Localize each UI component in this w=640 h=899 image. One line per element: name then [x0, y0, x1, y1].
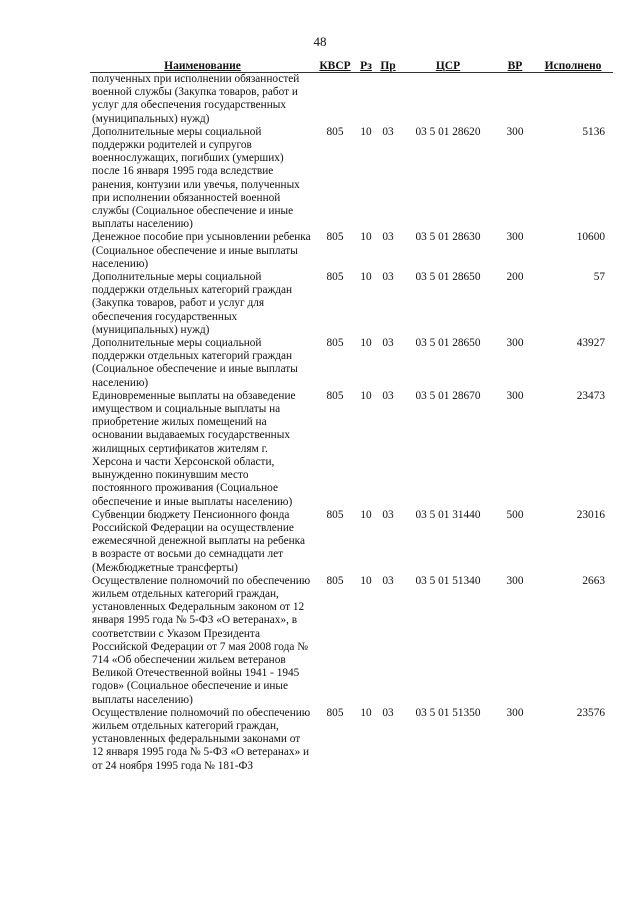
cell-vr: 300	[506, 231, 524, 244]
header-name: Наименование	[90, 60, 315, 73]
cell-vr: 300	[506, 706, 524, 719]
cell-pr: 03	[382, 574, 394, 587]
cell-vr: 300	[506, 389, 524, 402]
cell-name: Осуществление полномочий по обеспечению жильем отдельных категорий граждан, установленных федеральными законами от 12 января 1995 года № 5-ФЗ «О ветеранах» и от 24 ноября 1995 года № 181-ФЗ	[92, 706, 311, 772]
cell-name: Денежное пособие при усыновлении ребенка (Социальное обеспечение и иные выплаты населению)	[92, 231, 311, 270]
cell-name: Единовременные выплаты на обзаведение имуществом и социальные выплаты на приобретение жилых помещений на основании выдаваемых государственных жилищных сертификатов жителям г. Херсона и части Херсонской области, вынужденно покинувшим место постоянного проживания (Социальное обеспечение и иные выплаты населению)	[92, 389, 296, 508]
cell-vr: 300	[506, 337, 524, 350]
cell-amount: 23016	[576, 508, 605, 521]
cell-name: Субвенции бюджету Пенсионного фонда Российской Федерации на осуществление ежемесячной денежной выплаты на ребенка в возрасте от восьми до семнадцати лет (Межбюджетные трансферты)	[92, 508, 305, 574]
table-header-row	[90, 60, 613, 73]
cell-name: Дополнительные меры социальной поддержки родителей и супругов военнослужащих, погибших (умерших) после 16 января 1995 года вследствие ранения, контузии или увечья, полученных при исполнении обязанностей военной службы (Социальное обеспечение и иные выплаты населению)	[92, 125, 300, 231]
cell-kvsr: 805	[326, 706, 344, 719]
cell-kvsr: 805	[326, 389, 344, 402]
cell-amount: 10600	[576, 231, 605, 244]
header-vr: ВР	[497, 60, 533, 73]
cell-vr: 300	[506, 125, 524, 138]
cell-pr: 03	[382, 706, 394, 719]
cell-pr: 03	[382, 389, 394, 402]
cell-csr	[399, 73, 497, 126]
table-row	[90, 126, 613, 232]
cell-rz: 10	[360, 125, 372, 138]
cell-kvsr: 805	[326, 574, 344, 587]
cell-vr	[497, 73, 533, 126]
table-row	[90, 707, 613, 773]
cell-name: Осуществление полномочий по обеспечению жильем отдельных категорий граждан, установленных Федеральным законом от 12 января 1995 года № 5-ФЗ «О ветеранах», в соответствии с Указом Президента Российской Федерации от 7 мая 2008 года № 714 «Об обеспечении жильем ветеранов Великой Отечественной войны 1941 - 1945 годов» (Социальное обеспечение и иные выплаты населению)	[92, 574, 311, 706]
cell-pr: 03	[382, 125, 394, 138]
cell-amount: 57	[593, 271, 605, 284]
cell-csr: 03 5 01 28650	[415, 337, 481, 350]
cell-csr: 03 5 01 51340	[415, 574, 481, 587]
cell-rz: 10	[360, 231, 372, 244]
table-row	[90, 231, 613, 271]
cell-kvsr: 805	[326, 231, 344, 244]
cell-csr: 03 5 01 31440	[415, 508, 481, 521]
cell-kvsr: 805	[326, 337, 344, 350]
cell-csr: 03 5 01 28620	[415, 125, 481, 138]
cell-pr: 03	[382, 231, 394, 244]
cell-csr: 03 5 01 28670	[415, 389, 481, 402]
cell-rz: 10	[360, 389, 372, 402]
cell-vr: 500	[506, 508, 524, 521]
cell-amount: 2663	[582, 574, 605, 587]
cell-pr: 03	[382, 337, 394, 350]
cell-vr: 200	[506, 271, 524, 284]
cell-amount: 23576	[576, 706, 605, 719]
cell-rz: 10	[360, 706, 372, 719]
cell-pr	[377, 73, 399, 126]
cell-amount: 5136	[582, 125, 605, 138]
cell-pr: 03	[382, 271, 394, 284]
cell-csr: 03 5 01 28650	[415, 271, 481, 284]
cell-name: Дополнительные меры социальной поддержки отдельных категорий граждан (Закупка товаров, работ и услуг для обеспечения государственных (муниципальных) нужд)	[92, 271, 293, 336]
cell-kvsr: 805	[326, 271, 344, 284]
cell-rz: 10	[360, 574, 372, 587]
header-rz: Рз	[355, 60, 377, 73]
table-row	[90, 509, 613, 575]
cell-rz	[355, 73, 377, 126]
header-pr: Пр	[377, 60, 399, 73]
cell-name: Дополнительные меры социальной поддержки отдельных категорий граждан (Социальное обеспечение и иные выплаты населению)	[92, 337, 298, 389]
cell-csr: 03 5 01 28630	[415, 231, 481, 244]
header-csr: ЦСР	[399, 60, 497, 73]
cell-kvsr	[315, 73, 355, 126]
cell-amount: 23473	[576, 389, 605, 402]
page-number: 48	[313, 34, 327, 49]
cell-amount: 43927	[576, 337, 605, 350]
table-row	[90, 271, 613, 337]
cell-rz: 10	[360, 508, 372, 521]
cell-pr: 03	[382, 508, 394, 521]
cell-vr: 300	[506, 574, 524, 587]
cell-rz: 10	[360, 271, 372, 284]
cell-csr: 03 5 01 51350	[415, 706, 481, 719]
cell-rz: 10	[360, 337, 372, 350]
header-kvsr: КВСР	[315, 60, 355, 73]
cell-amount	[533, 73, 613, 126]
budget-table	[90, 60, 613, 773]
table-row	[90, 390, 613, 509]
header-executed: Исполнено	[533, 60, 613, 73]
cell-kvsr: 805	[326, 508, 344, 521]
table-row	[90, 337, 613, 390]
cell-name: полученных при исполнении обязанностей военной службы (Закупка товаров, работ и услуг для обеспечения государственных (муниципальных) нужд)	[92, 73, 300, 125]
table-row	[90, 73, 613, 126]
cell-kvsr: 805	[326, 125, 344, 138]
table-row	[90, 575, 613, 707]
